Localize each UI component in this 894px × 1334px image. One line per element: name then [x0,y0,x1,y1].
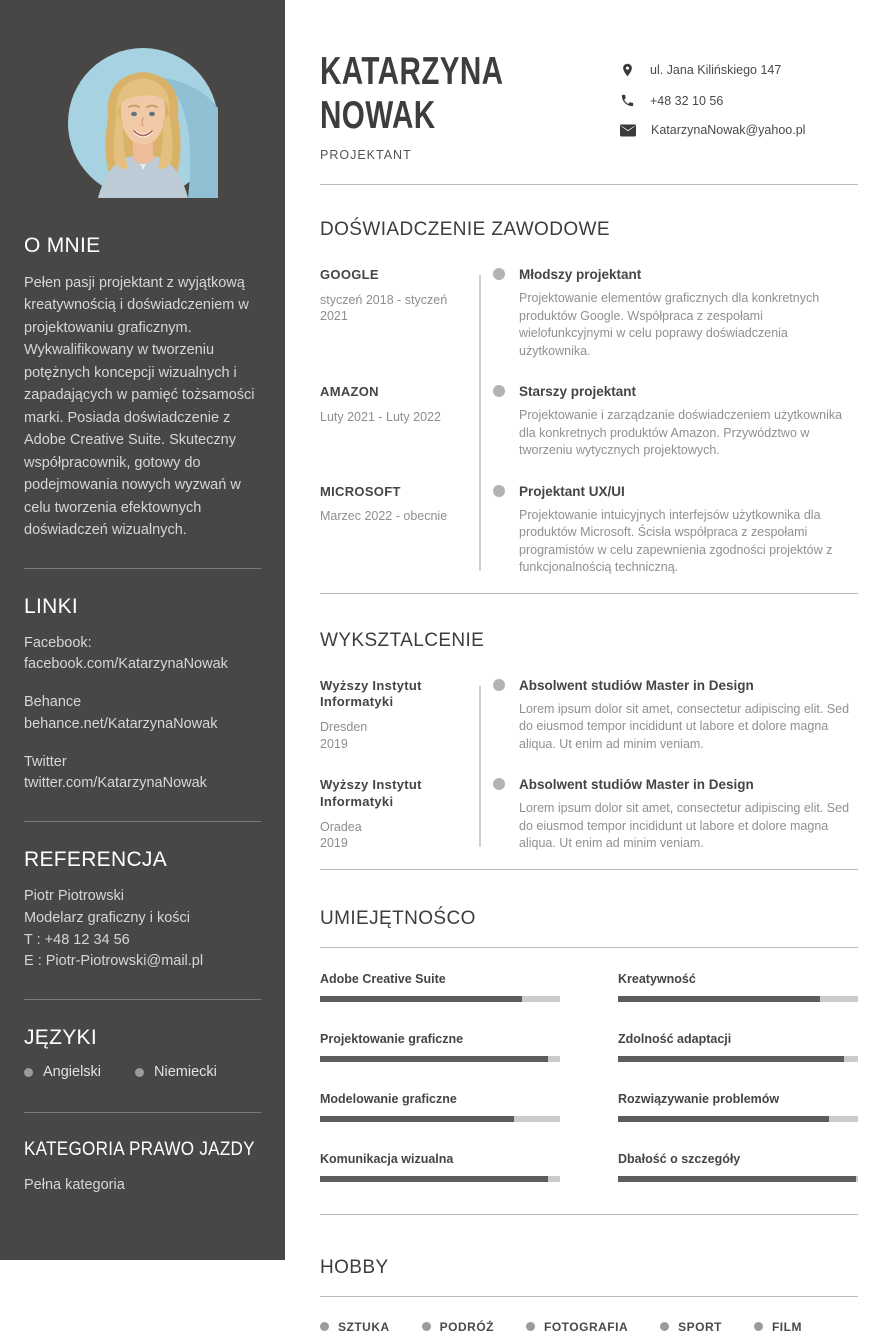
position-description: Projektowanie intuicyjnych interfejsów użytkownika dla produktów Microsoft. Ścisła współpraca z zespołami programistów w celu zapewnienia zgodności projektów z funkcjonalnością techniczną. [519,507,833,574]
skill-bar-track [320,1176,560,1182]
skill-bar-fill [320,1176,548,1182]
skill-bar-fill [320,1056,548,1062]
skill-bar-track [618,1176,858,1182]
sidebar-divider [24,568,261,569]
sidebar-divider [24,999,261,1000]
skill-label: Dbałość o szczegóły [618,1151,741,1166]
bullet-icon [320,1322,329,1331]
education-entry [320,678,858,754]
hobby-title: HOBBY [320,1256,389,1278]
first-name: KATARZYNA [320,50,504,93]
language-label: Angielski [43,1064,102,1081]
contact-address-row [620,62,858,78]
email-text[interactable]: KatarzynaNowak@yahoo.pl [651,123,806,137]
company-name: GOOGLE [320,267,379,282]
bullet-icon [526,1322,535,1331]
hobby-label: SZTUKA [338,1319,390,1334]
link-url-twitter[interactable]: twitter.com/KatarzynaNowak [24,775,207,792]
title-underline [320,1296,858,1297]
sidebar-divider [24,821,261,822]
school-name: Wyższy Instytut Informatyki [320,677,422,710]
work-period: Luty 2021 - Luty 2022 [320,409,441,424]
reference-section [24,848,261,973]
experience-title: DOŚWIADCZENIE ZAWODOWE [320,219,610,240]
job-title: PROJEKTANT [320,148,412,162]
language-label: Niemiecki [154,1064,217,1081]
language-item [135,1064,217,1080]
skill-bar-track [618,996,858,1002]
skill-label: Modelowanie graficzne [320,1091,457,1106]
skill-item [618,972,858,1002]
reference-name: Piotr Piotrowski [24,888,124,905]
skill-item [618,1032,858,1062]
skill-item [320,1032,560,1062]
skill-label: Projektowanie graficzne [320,1031,464,1046]
education-title: WYKSZTALCENIE [320,629,485,651]
reference-role: Modelarz graficzny i kości [24,909,190,926]
reference-title: REFERENCJA [24,848,168,872]
work-period: styczeń 2018 - styczeń 2021 [320,292,448,324]
experience-entry [320,484,858,577]
skill-bar-fill [618,1176,856,1182]
section-divider [320,593,858,594]
skill-bar-track [320,1056,560,1062]
contact-block [620,48,858,162]
experience-section [320,219,858,594]
link-item-behance [24,692,261,736]
link-label: Facebook: [24,634,92,651]
degree-title: Absolwent studiów Master in Design [519,677,754,693]
section-divider [320,1214,858,1215]
skill-item [618,1152,858,1182]
contact-phone-row [620,93,858,108]
school-name: Wyższy Instytut Informatyki [320,777,422,809]
phone-icon [620,93,635,108]
position-title: Młodszy projektant [519,267,642,282]
about-section [24,234,261,542]
section-divider [320,184,858,185]
timeline-dot-icon [493,778,505,790]
email-icon [620,124,636,137]
hobby-label: PODRÓŻ [439,1319,495,1334]
skill-item [320,1092,560,1122]
bullet-icon [422,1322,431,1331]
position-description: Projektowanie i zarządzanie doświadczeniem użytkownika dla konkretnych produktów Amazon. Przywództwo w tworzeniu wytycznych projektowych. [519,408,843,457]
skill-label: Kreatywność [618,971,696,986]
link-label: Twitter [24,753,67,770]
hobby-item [422,1320,494,1334]
link-item-facebook [24,633,261,677]
education-section [320,630,858,870]
degree-description: Lorem ipsum dolor sit amet, consectetur adipiscing elit. Sed do eiusmod tempor incididunt ut labore et dolore magna aliqua. Ut enim ad minim veniam. [519,801,850,850]
link-label: Behance [24,694,82,711]
hobby-label: FILM [771,1319,802,1334]
graduation-year: 2019 [320,736,348,751]
title-underline [320,947,858,948]
position-description: Projektowanie elementów graficznych dla konkretnych produktów Google. Współpraca z zespołami wielofunkcyjnymi w celu poprawy doświadczenia użytkownika. [519,291,820,358]
skills-grid [320,972,858,1182]
bullet-icon [660,1322,669,1331]
name-block [320,48,561,162]
hobby-item [320,1320,390,1334]
last-name: NOWAK [320,94,436,137]
skill-label: Adobe Creative Suite [320,971,446,986]
skill-bar-fill [618,996,820,1002]
main-content [285,0,894,1334]
school-city: Oradea [320,819,362,834]
skill-bar-fill [320,1116,514,1122]
skill-bar-fill [618,1116,829,1122]
resume-header [320,48,858,162]
links-section [24,595,261,796]
hobby-label: SPORT [678,1319,722,1334]
position-title: Projektant UX/UI [519,483,625,499]
skill-label: Zdolność adaptacji [618,1031,732,1046]
education-timeline [320,678,858,853]
experience-entry [320,384,858,460]
company-name: AMAZON [320,384,379,399]
avatar-illustration [68,48,218,198]
hobby-item [660,1320,722,1334]
link-item-twitter [24,752,261,796]
skill-bar-fill [320,996,522,1002]
timeline-dot-icon [493,268,505,280]
about-title: O MNIE [24,234,101,257]
bullet-icon [24,1068,33,1077]
skill-item [320,972,560,1002]
hobby-item [754,1320,802,1334]
company-name: MICROSOFT [320,483,401,499]
skill-item [618,1092,858,1122]
skill-label: Rozwiązywanie problemów [618,1091,780,1106]
link-url-facebook[interactable]: facebook.com/KatarzynaNowak [24,656,228,673]
language-item [24,1064,101,1080]
timeline-dot-icon [493,385,505,397]
skill-bar-track [618,1056,858,1062]
about-text: Pełen pasji projektant z wyjątkową kreatywnością i doświadczeniem w projektowaniu graficznym. Wykwalifikowany w tworzeniu potężnych koncepcji wizualnych i zapadających w pamięć tożsamości marki. Posiada doświadczenie z Adobe Creative Suite. Skuteczny współpracownik, gotowy do podejmowania nowych wyzwań w celu tworzenia efektownych doświadczeń wizualnych. [24,275,255,539]
timeline-dot-icon [493,485,505,497]
bullet-icon [135,1068,144,1077]
sidebar [0,0,285,1260]
experience-timeline [320,267,858,577]
skill-bar-track [320,996,560,1002]
bullet-icon [754,1322,763,1331]
degree-description: Lorem ipsum dolor sit amet, consectetur adipiscing elit. Sed do eiusmod tempor incididunt ut labore et dolore magna aliqua. Ut enim ad minim veniam. [519,701,850,751]
hobby-item [526,1320,628,1334]
contact-email-row [620,123,858,137]
section-divider [320,869,858,870]
skill-bar-fill [618,1056,844,1062]
graduation-year: 2019 [320,836,348,851]
skills-section [320,908,858,1215]
education-entry [320,777,858,853]
hobby-list [320,1320,858,1334]
skill-label: Komunikacja wizualna [320,1151,454,1166]
reference-phone: T : +48 12 34 56 [24,931,130,948]
languages-title: JĘZYKI [24,1026,97,1050]
hobby-label: FOTOGRAFIA [544,1319,629,1334]
languages-section [24,1026,261,1080]
timeline-dot-icon [493,679,505,691]
links-title: LINKI [24,594,79,618]
driving-license-value: Pełna kategoria [24,1177,125,1194]
profile-photo [68,48,218,198]
address-text: ul. Jana Kilińskiego 147 [650,63,782,77]
skill-bar-track [320,1116,560,1122]
driving-license-title: KATEGORIA PRAWO JAZDY [24,1139,255,1161]
school-city: Dresden [320,720,368,735]
sidebar-divider [24,1112,261,1113]
driving-license-section [24,1139,261,1197]
link-url-behance[interactable]: behance.net/KatarzynaNowak [24,715,218,732]
experience-entry [320,267,858,360]
skills-title: UMIEJĘTNOŚCO [320,907,476,929]
work-period: Marzec 2022 - obecnie [320,509,448,524]
position-title: Starszy projektant [519,384,637,399]
skill-bar-track [618,1116,858,1122]
phone-text[interactable]: +48 32 10 56 [650,93,724,108]
location-pin-icon [620,62,635,78]
degree-title: Absolwent studiów Master in Design [519,777,754,792]
skill-item [320,1152,560,1182]
hobby-section [320,1257,858,1334]
reference-email[interactable]: E : Piotr-Piotrowski@mail.pl [24,953,204,970]
